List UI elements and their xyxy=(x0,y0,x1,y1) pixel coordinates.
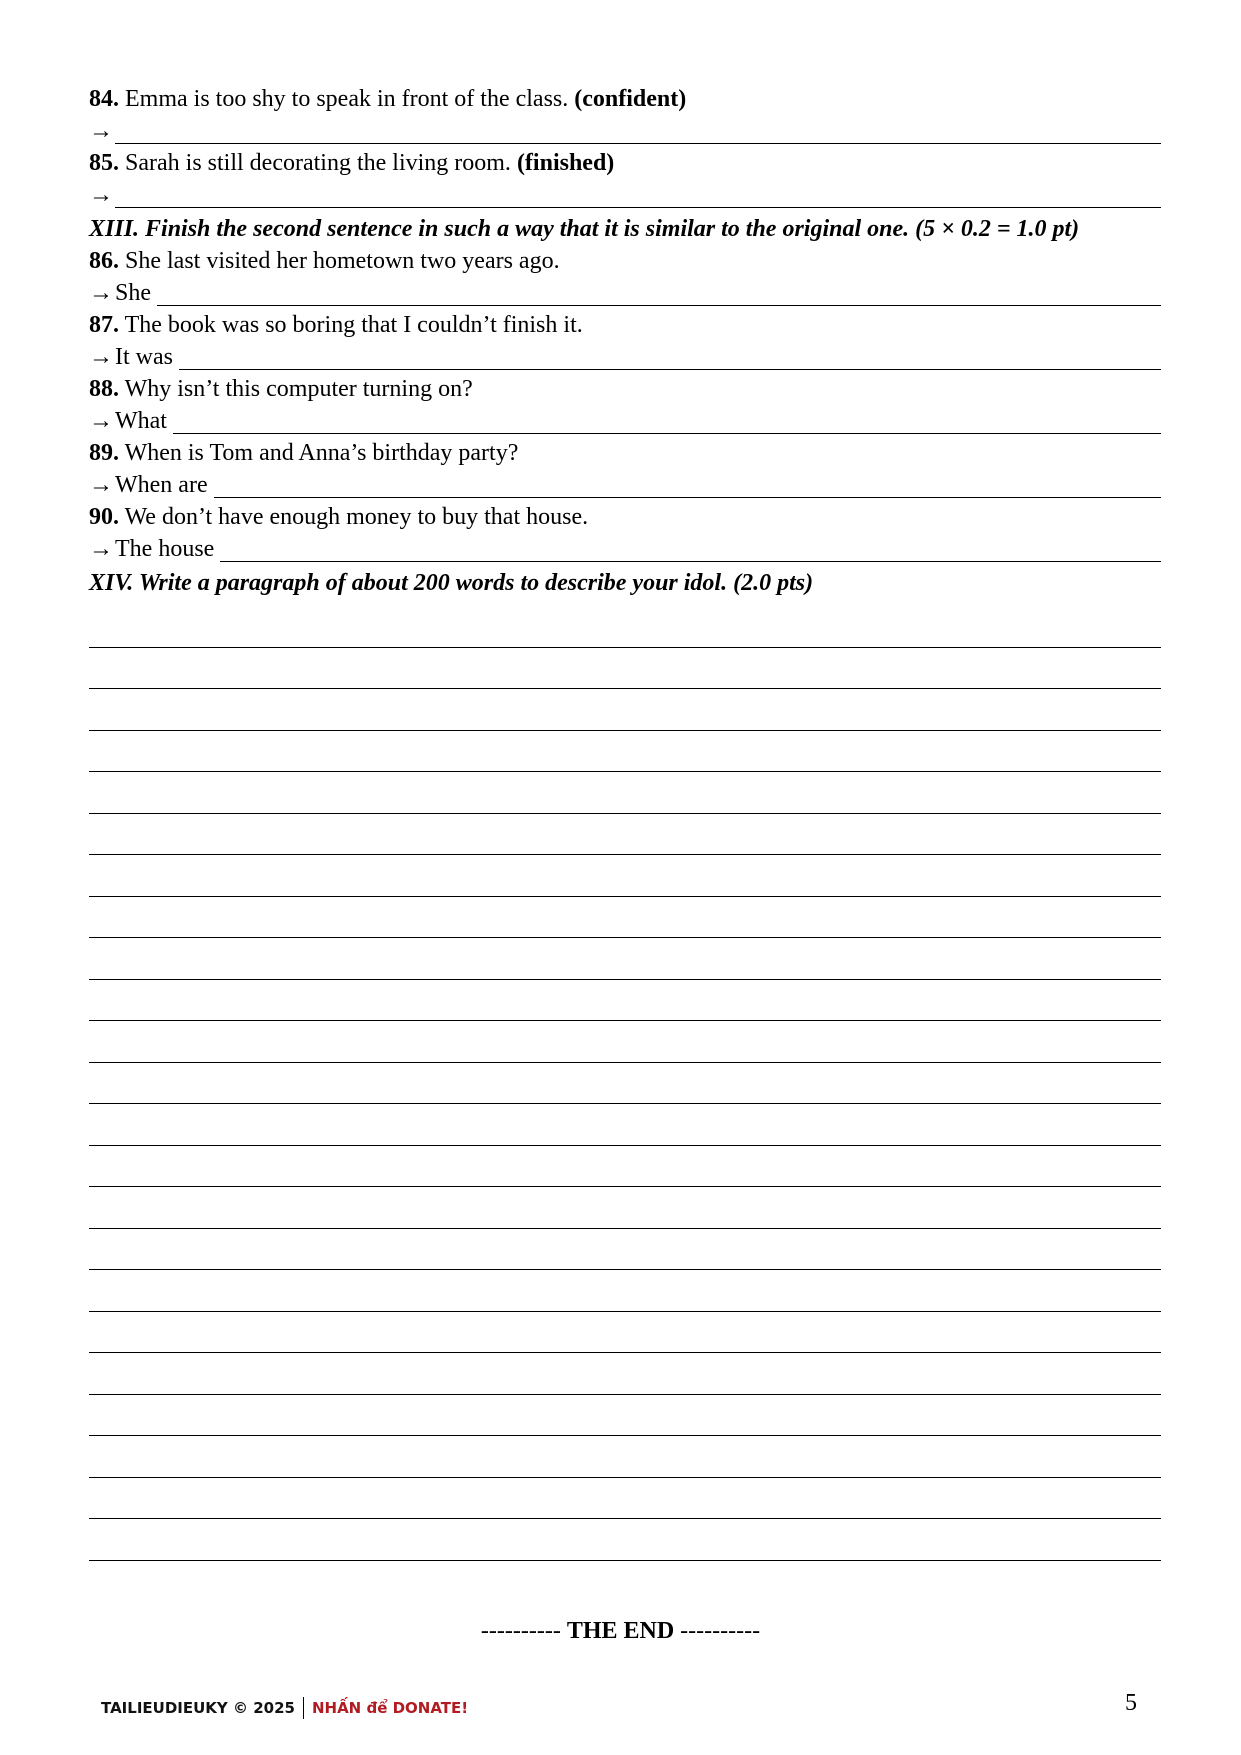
end-dashes-right: ---------- xyxy=(674,1618,761,1644)
question-number: 85. xyxy=(89,150,119,176)
writing-line[interactable] xyxy=(89,606,1161,648)
writing-line[interactable] xyxy=(89,1063,1161,1105)
question-86 xyxy=(89,246,1161,277)
answer-lead: It was xyxy=(115,344,173,370)
footer-divider xyxy=(303,1697,304,1719)
answer-lead: When are xyxy=(115,472,208,498)
writing-line[interactable] xyxy=(89,648,1161,690)
writing-line[interactable] xyxy=(89,1312,1161,1354)
arrow-icon: → xyxy=(89,182,113,208)
arrow-icon: → xyxy=(89,118,113,144)
writing-line[interactable] xyxy=(89,897,1161,939)
question-hint: (confident) xyxy=(574,86,687,112)
writing-line[interactable] xyxy=(89,1229,1161,1271)
writing-line[interactable] xyxy=(89,1395,1161,1437)
answer-line-88 xyxy=(89,405,1161,438)
section-xiii-heading: XIII. Finish the second sentence in such a way that it is similar to the original one. (5 × 0.2 = 1.0 pt) xyxy=(89,216,1080,242)
question-text: The book was so boring that I couldn’t finish it. xyxy=(119,312,583,338)
writing-line[interactable] xyxy=(89,938,1161,980)
question-text: Emma is too shy to speak in front of the class. xyxy=(119,86,575,112)
question-89 xyxy=(89,438,1161,469)
writing-line[interactable] xyxy=(89,689,1161,731)
writing-line[interactable] xyxy=(89,1478,1161,1520)
question-number: 90. xyxy=(89,504,119,530)
question-90 xyxy=(89,502,1161,533)
answer-line-85 xyxy=(89,179,1161,212)
end-dashes-left: ---------- xyxy=(480,1618,567,1644)
answer-lead: She xyxy=(115,280,151,306)
question-87 xyxy=(89,310,1161,341)
answer-blank[interactable] xyxy=(173,407,1161,434)
arrow-icon: → xyxy=(89,408,113,434)
question-text: She last visited her hometown two years ago. xyxy=(119,248,560,274)
question-number: 84. xyxy=(89,86,119,112)
footer xyxy=(101,1696,468,1720)
question-text: Why isn’t this computer turning on? xyxy=(119,376,473,402)
answer-blank[interactable] xyxy=(157,279,1161,306)
question-hint: (finished) xyxy=(516,150,615,176)
writing-line[interactable] xyxy=(89,855,1161,897)
question-number: 88. xyxy=(89,376,119,402)
the-end-marker xyxy=(0,1618,1241,1645)
writing-area[interactable] xyxy=(89,606,1161,1561)
writing-line[interactable] xyxy=(89,1353,1161,1395)
answer-line-90 xyxy=(89,533,1161,566)
worksheet-content xyxy=(89,84,1161,1561)
writing-line[interactable] xyxy=(89,1021,1161,1063)
question-88 xyxy=(89,374,1161,405)
writing-line[interactable] xyxy=(89,731,1161,773)
donate-link[interactable]: NHẤN để DONATE! xyxy=(311,1699,469,1717)
answer-line-87 xyxy=(89,341,1161,374)
section-xiv-heading: XIV. Write a paragraph of about 200 words to describe your idol. (2.0 pts) xyxy=(89,570,814,596)
answer-lead: The house xyxy=(115,536,215,562)
arrow-icon: → xyxy=(89,344,113,370)
answer-blank[interactable] xyxy=(179,343,1161,370)
question-number: 89. xyxy=(89,440,119,466)
answer-line-89 xyxy=(89,469,1161,502)
writing-line[interactable] xyxy=(89,1436,1161,1478)
writing-line[interactable] xyxy=(89,1519,1161,1561)
question-text: When is Tom and Anna’s birthday party? xyxy=(119,440,519,466)
answer-blank[interactable] xyxy=(220,535,1161,562)
question-text: Sarah is still decorating the living room. xyxy=(119,150,517,176)
question-84 xyxy=(89,84,1161,115)
question-text: We don’t have enough money to buy that house. xyxy=(119,504,589,530)
page-number: 5 xyxy=(1125,1690,1137,1716)
arrow-icon: → xyxy=(89,536,113,562)
answer-lead: What xyxy=(115,408,167,434)
question-number: 86. xyxy=(89,248,119,274)
writing-line[interactable] xyxy=(89,772,1161,814)
writing-line[interactable] xyxy=(89,1187,1161,1229)
answer-line-84 xyxy=(89,115,1161,148)
answer-blank[interactable] xyxy=(115,117,1161,144)
answer-blank[interactable] xyxy=(214,471,1161,498)
end-text: THE END xyxy=(566,1618,675,1644)
writing-line[interactable] xyxy=(89,980,1161,1022)
arrow-icon: → xyxy=(89,472,113,498)
arrow-icon: → xyxy=(89,280,113,306)
writing-line[interactable] xyxy=(89,1104,1161,1146)
question-85 xyxy=(89,148,1161,179)
writing-line[interactable] xyxy=(89,1270,1161,1312)
writing-line[interactable] xyxy=(89,1146,1161,1188)
question-number: 87. xyxy=(89,312,119,338)
footer-brand: TAILIEUDIEUKY © 2025 xyxy=(101,1699,295,1717)
writing-line[interactable] xyxy=(89,814,1161,856)
answer-blank[interactable] xyxy=(115,181,1161,208)
answer-line-86 xyxy=(89,277,1161,310)
